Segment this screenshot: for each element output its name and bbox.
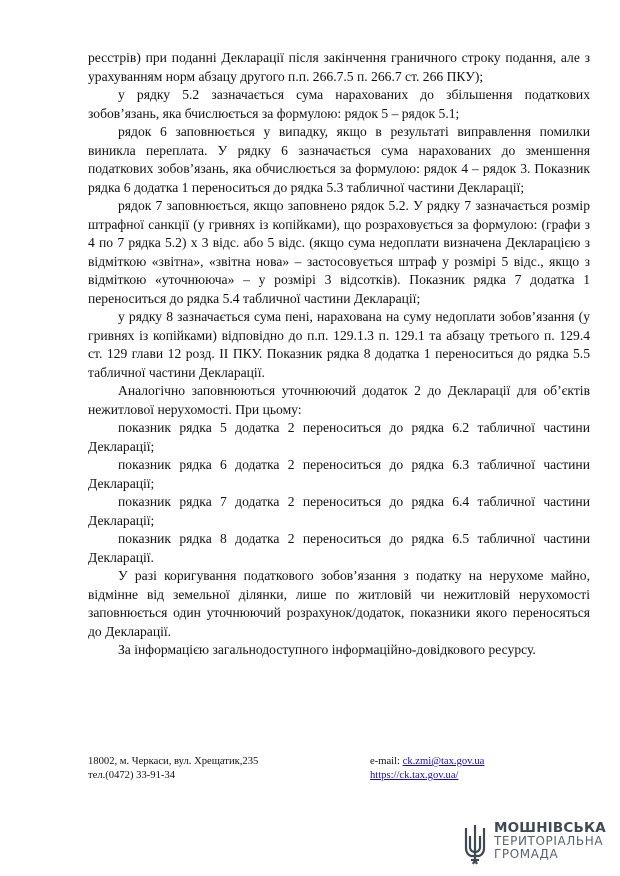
community-logo: [462, 820, 606, 868]
footer-email-row: [370, 755, 484, 769]
footer-website-link[interactable]: https://ck.tax.gov.ua/: [370, 770, 459, 781]
paragraph: показник рядка 8 додатка 2 переноситься до рядка 6.5 табличної частини Декларації.: [88, 531, 590, 565]
footer-address: 18002, м. Черкаси, вул. Хрещатик,235: [88, 756, 259, 767]
paragraph: показник рядка 6 додатка 2 переноситься до рядка 6.3 табличної частини Декларації;: [88, 457, 590, 491]
document-body: [88, 49, 590, 660]
footer-phone: тел.(0472) 33-91-34: [88, 770, 175, 781]
paragraph: ресстрів) при поданні Декларації після закінчення граничного строку подання, але з урахуванням норм абзацу другого п.п. 266.7.5 п. 266.7 ст. 266 ПКУ);: [88, 50, 590, 84]
logo-line-2: ТЕРИТОРІАЛЬНА: [494, 834, 604, 848]
paragraph: За інформацією загальнодоступного інформаційно-довідкового ресурсу.: [118, 642, 536, 657]
paragraph: У разі коригування податкового зобов’язання з податку на нерухоме майно, відмінне від земельної ділянки, лише по житловій чи нежитловій нерухомості заповнюється один уточнюючий розрахунок/додаток, показники якого переносяться до Декларації.: [88, 568, 590, 639]
footer-online: [370, 755, 484, 783]
logo-text: [494, 822, 606, 861]
paragraph: рядок 7 заповнюється, якщо заповнено рядок 5.2. У рядку 7 зазначається розмір штрафної санкції (у гривнях із копійками), що розраховується за формулою: (графи з 4 по 7 рядка 5.2) х 3 відс. або 5 відс. (якщо сума недоплати визначена Декларацією з відміткою «звітна», «звітна нова» – застосовується штраф у розмірі 5 відс., якщо з відміткою «уточнююча» – у розмірі 3 відсотків). Показник рядка 7 додатка 1 переноситься до рядка 5.4 табличної частини Декларації;: [88, 198, 590, 306]
paragraph: Аналогічно заповнюються уточнюючий додаток 2 до Декларації для об’єктів нежитлової нерухомості. При цьому:: [88, 383, 590, 417]
paragraph: у рядку 8 зазначається сума пені, нарахована на суму недоплати зобов’язання (у гривнях із копійками) відповідно до п.п. 129.1.3 п. 129.1 та абзацу третього п. 129.4 ст. 129 глави 12 розд. II ПКУ. Показник рядка 8 додатка 1 переноситься до рядка 5.5 табличної частини Декларації.: [88, 309, 590, 380]
paragraph: рядок 6 заповнюється у випадку, якщо в результаті виправлення помилки виникла переплата. У рядку 6 зазначається сума нарахованих до зменшення податкових зобов’язань, яка обчислюється за формулою: рядок 4 – рядок 3. Показник рядка 6 додатка 1 переноситься до рядка 5.3 табличної частини Декларації;: [88, 124, 590, 195]
logo-line-1: МОШНІВСЬКА: [494, 820, 606, 836]
footer-contacts: [88, 755, 258, 783]
logo-line-3: ГРОМАДА: [494, 847, 559, 861]
paragraph: у рядку 5.2 зазначається сума нарахованих до збільшення податкових зобов’язань, яка бчислюється за формулою: рядок 5 – рядок 5.1;: [88, 87, 590, 121]
footer-email-link[interactable]: ck.zmi@tax.gov.ua: [402, 756, 485, 767]
paragraph: показник рядка 7 додатка 2 переноситься до рядка 6.4 табличної частини Декларації;: [88, 494, 590, 528]
footer-email-label: e-mail:: [370, 756, 403, 767]
trident-icon: [462, 822, 488, 866]
paragraph: показник рядка 5 додатка 2 переноситься до рядка 6.2 табличної частини Декларації;: [88, 420, 590, 454]
footer-website-row: [370, 769, 484, 783]
